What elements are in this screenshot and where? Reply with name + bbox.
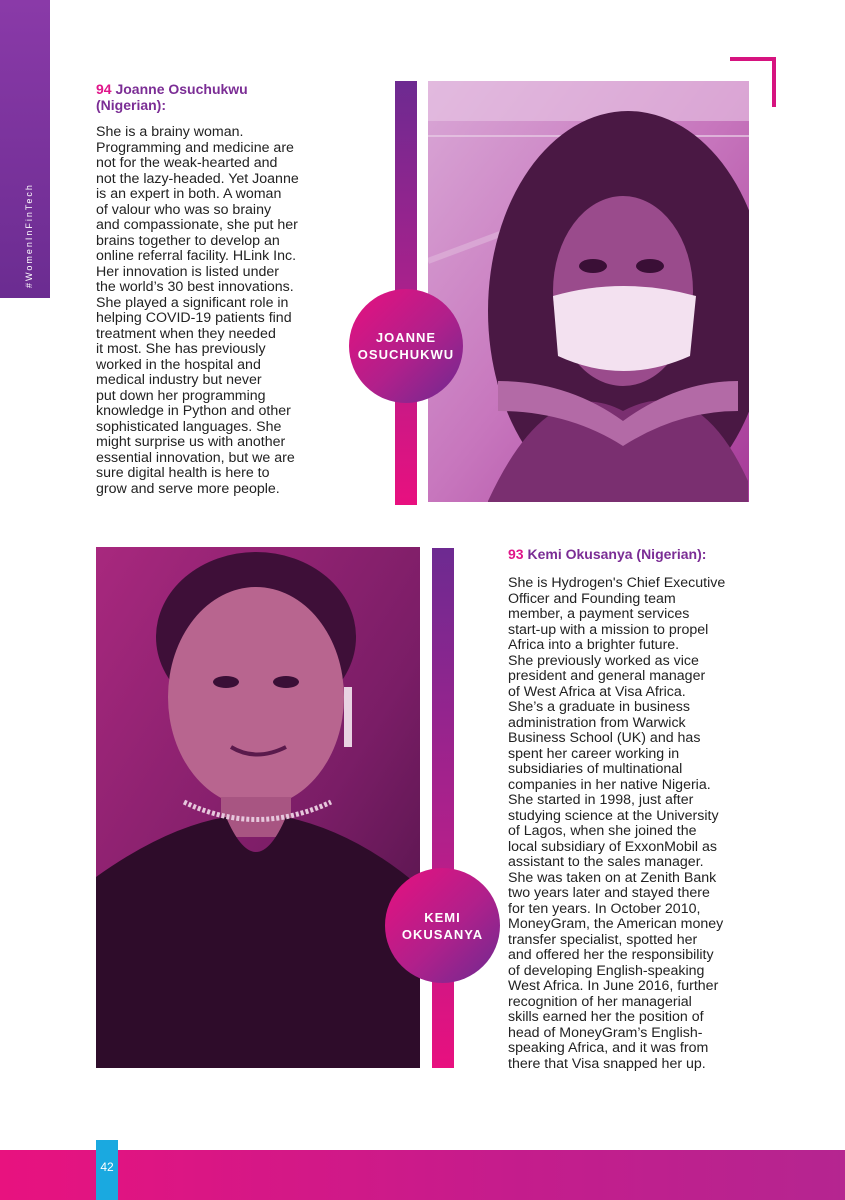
- profile-number: 93: [508, 546, 524, 562]
- profile-93-accent-bar: [432, 548, 454, 1068]
- profile-93-heading: [508, 546, 768, 562]
- profile-number: 94: [96, 81, 112, 97]
- footer-bar: [0, 1150, 845, 1200]
- profile-94-heading: [96, 81, 336, 113]
- profile-name: Kemi Okusanya (Nigerian):: [527, 546, 707, 562]
- portrait-illustration: [96, 547, 420, 1068]
- profile-94-bio: She is a brainy woman. Programming and medicine are not for the weak-hearted and not the lazy-headed. Yet Joanne is an expert in both. A woman of valour who was so brainy and compassionate, she put her brains together to develop an online referral facility. HLink Inc. Her innovation is listed under the world’s 30 best innovations. She played a significant role in helping COVID-19 patients find treatment when they needed it most. She has previously worked in the hospital and medical industry but never put down her programming knowledge in Python and other sophisticated languages. She might surprise us with another essential innovation, but we are sure digital health is here to grow and serve more people.: [96, 124, 299, 497]
- circle-label: JOANNE OSUCHUKWU: [357, 330, 455, 362]
- portrait-illustration: [428, 81, 749, 502]
- hashtag-label: #WomenInFinTech: [24, 183, 34, 288]
- kemi-portrait-photo: [96, 547, 420, 1068]
- profile-93-bio: She is Hydrogen's Chief Executive Officer and Founding team member, a payment services start-up with a mission to propel Africa into a brighter future. She previously worked as vice president and general manager of West Africa at Visa Africa. She’s a graduate in business administration from Warwick Business School (UK) and has spent her career working in subsidiaries of multinational companies in her native Nigeria. She started in 1998, just after studying science at the University of Lagos, when she joined the local subsidiary of ExxonMobil as assistant to the sales manager. She was taken on at Zenith Bank two years later and stayed there for ten years. In October 2010, MoneyGram, the American money transfer specialist, spotted her and offered her the responsibility of developing English-speaking West Africa. In June 2016, further recognition of her managerial skills earned her the position of head of MoneyGram’s English- speaking Africa, and it was from there that Visa snapped her up.: [508, 575, 726, 1072]
- joanne-portrait-photo: [428, 81, 749, 502]
- kemi-name-circle: [385, 868, 500, 983]
- circle-label: KEMI OKUSANYA: [401, 909, 484, 942]
- joanne-name-circle: [349, 289, 463, 403]
- profile-name: Joanne Osuchukwu (Nigerian):: [96, 81, 248, 113]
- page-number: 42: [100, 1160, 114, 1174]
